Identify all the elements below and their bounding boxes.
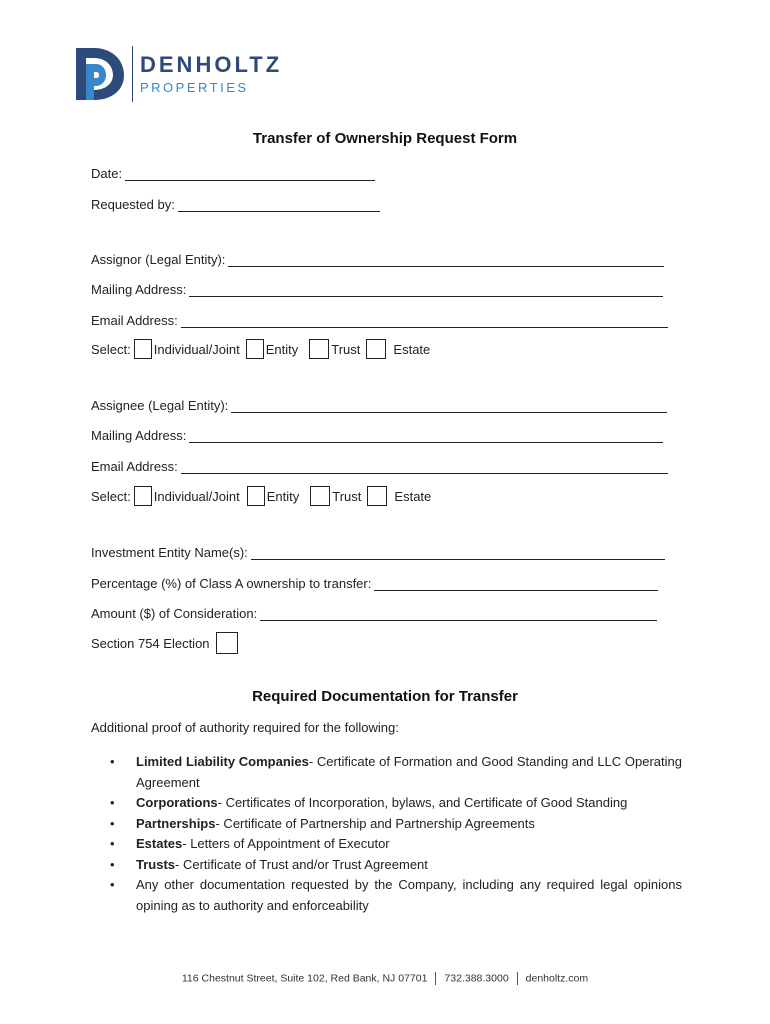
- logo-divider: [132, 46, 133, 102]
- list-item-text: - Certificates of Incorporation, bylaws, and Certificate of Good Standing: [217, 795, 628, 810]
- assignor-individual-checkbox[interactable]: [134, 339, 152, 359]
- list-item-bold: Trusts: [136, 856, 176, 872]
- logo-company-name: DENHOLTZ: [140, 52, 283, 77]
- list-item: [110, 855, 682, 876]
- assignor-select-label: Select:: [91, 341, 131, 357]
- bullet-icon: •: [110, 836, 115, 851]
- list-item-text: - Certificate of Partnership and Partnership Agreements: [215, 815, 535, 831]
- consideration-row: [91, 603, 657, 621]
- percentage-row: [91, 573, 658, 591]
- assignor-individual-label: Individual/Joint: [153, 341, 240, 357]
- section754-row: [91, 631, 240, 655]
- list-item-text: Any other documentation requested by the Company, including any required legal opinions opining as to authority and enforceability: [136, 877, 682, 913]
- assignor-email-row: [91, 310, 668, 328]
- assignor-entity-checkbox[interactable]: [246, 339, 264, 359]
- assignee-entity-label: Assignee (Legal Entity):: [91, 398, 229, 413]
- footer-divider: [517, 972, 518, 985]
- requested-by-row: [91, 194, 380, 212]
- date-row: [91, 163, 375, 181]
- assignee-select-label: Select:: [91, 488, 131, 504]
- assignee-entity-option-label: Entity: [266, 488, 300, 504]
- assignee-email-row: [91, 456, 668, 474]
- assignee-estate-label: Estate: [394, 488, 432, 504]
- assignor-email-field[interactable]: [181, 313, 668, 328]
- requested-by-label: Requested by:: [91, 197, 175, 212]
- assignor-trust-checkbox[interactable]: [309, 339, 329, 359]
- bullet-icon: •: [110, 815, 115, 831]
- footer-address: 116 Chestnut Street, Suite 102, Red Bank, NJ 07701: [181, 972, 428, 985]
- section754-checkbox[interactable]: [216, 632, 238, 654]
- assignor-entity-field[interactable]: [228, 252, 664, 267]
- consideration-field[interactable]: [260, 606, 657, 621]
- assignee-trust-checkbox[interactable]: [310, 486, 330, 506]
- investment-entity-field[interactable]: [251, 545, 665, 560]
- assignor-select-row: [91, 338, 433, 360]
- list-item-bold: Partnerships: [136, 815, 216, 831]
- assignee-trust-label: Trust: [332, 488, 362, 504]
- assignee-estate-checkbox[interactable]: [367, 486, 387, 506]
- logo-company-subtitle: PROPERTIES: [140, 80, 249, 95]
- assignor-mailing-row: [91, 279, 663, 297]
- section754-label: Section 754 Election: [91, 635, 210, 651]
- bullet-icon: •: [110, 877, 115, 892]
- consideration-label: Amount ($) of Consideration:: [91, 606, 258, 621]
- assignor-email-label: Email Address:: [91, 313, 178, 328]
- bullet-icon: •: [110, 856, 115, 872]
- assignee-email-label: Email Address:: [91, 459, 178, 474]
- assignor-entity-option-label: Entity: [265, 341, 299, 357]
- assignee-email-field[interactable]: [181, 459, 668, 474]
- percentage-field[interactable]: [374, 576, 658, 591]
- assignor-entity-row: [91, 249, 664, 267]
- page-footer: [0, 972, 770, 985]
- list-item: [110, 814, 682, 835]
- list-item-text: - Certificate of Formation and Good Standing and LLC Operating Agreement: [136, 754, 682, 790]
- docs-title: Required Documentation for Transfer: [252, 688, 518, 705]
- assignor-mailing-label: Mailing Address:: [91, 282, 187, 297]
- assignee-entity-checkbox[interactable]: [247, 486, 265, 506]
- bullet-icon: •: [110, 754, 115, 769]
- investment-entity-label: Investment Entity Name(s):: [91, 545, 248, 560]
- assignor-estate-label: Estate: [393, 341, 431, 357]
- date-field[interactable]: [125, 166, 375, 181]
- investment-entity-row: [91, 542, 665, 560]
- list-item: [110, 875, 682, 916]
- assignee-mailing-label: Mailing Address:: [91, 428, 187, 443]
- assignee-mailing-row: [91, 425, 663, 443]
- list-item: [110, 834, 682, 855]
- bullet-icon: •: [110, 795, 115, 810]
- list-item-bold: Limited Liability Companies: [136, 754, 309, 769]
- assignor-entity-label: Assignor (Legal Entity):: [91, 252, 226, 267]
- footer-phone: 732.388.3000: [444, 972, 509, 985]
- list-item: [110, 793, 682, 814]
- footer-divider: [435, 972, 436, 985]
- requested-by-field[interactable]: [178, 197, 380, 212]
- date-label: Date:: [91, 166, 123, 181]
- assignee-select-row: [91, 485, 434, 507]
- assignee-entity-field[interactable]: [231, 398, 667, 413]
- list-item-text: - Letters of Appointment of Executor: [182, 836, 390, 851]
- docs-list: [110, 752, 682, 916]
- assignee-individual-label: Individual/Joint: [153, 488, 240, 504]
- form-title: Transfer of Ownership Request Form: [252, 130, 518, 147]
- docs-intro: Additional proof of authority required for the following:: [91, 720, 399, 735]
- denholtz-logo-icon: [72, 42, 128, 104]
- list-item-bold: Estates: [136, 836, 183, 851]
- list-item-text: - Certificate of Trust and/or Trust Agreement: [175, 856, 428, 872]
- assignee-individual-checkbox[interactable]: [134, 486, 152, 506]
- list-item: [110, 752, 682, 793]
- assignee-entity-row: [91, 395, 667, 413]
- assignor-mailing-field[interactable]: [189, 282, 663, 297]
- footer-website: denholtz.com: [525, 972, 589, 985]
- assignor-estate-checkbox[interactable]: [366, 339, 386, 359]
- assignor-trust-label: Trust: [331, 341, 361, 357]
- assignee-mailing-field[interactable]: [189, 428, 663, 443]
- list-item-bold: Corporations: [136, 795, 218, 810]
- percentage-label: Percentage (%) of Class A ownership to transfer:: [91, 576, 372, 591]
